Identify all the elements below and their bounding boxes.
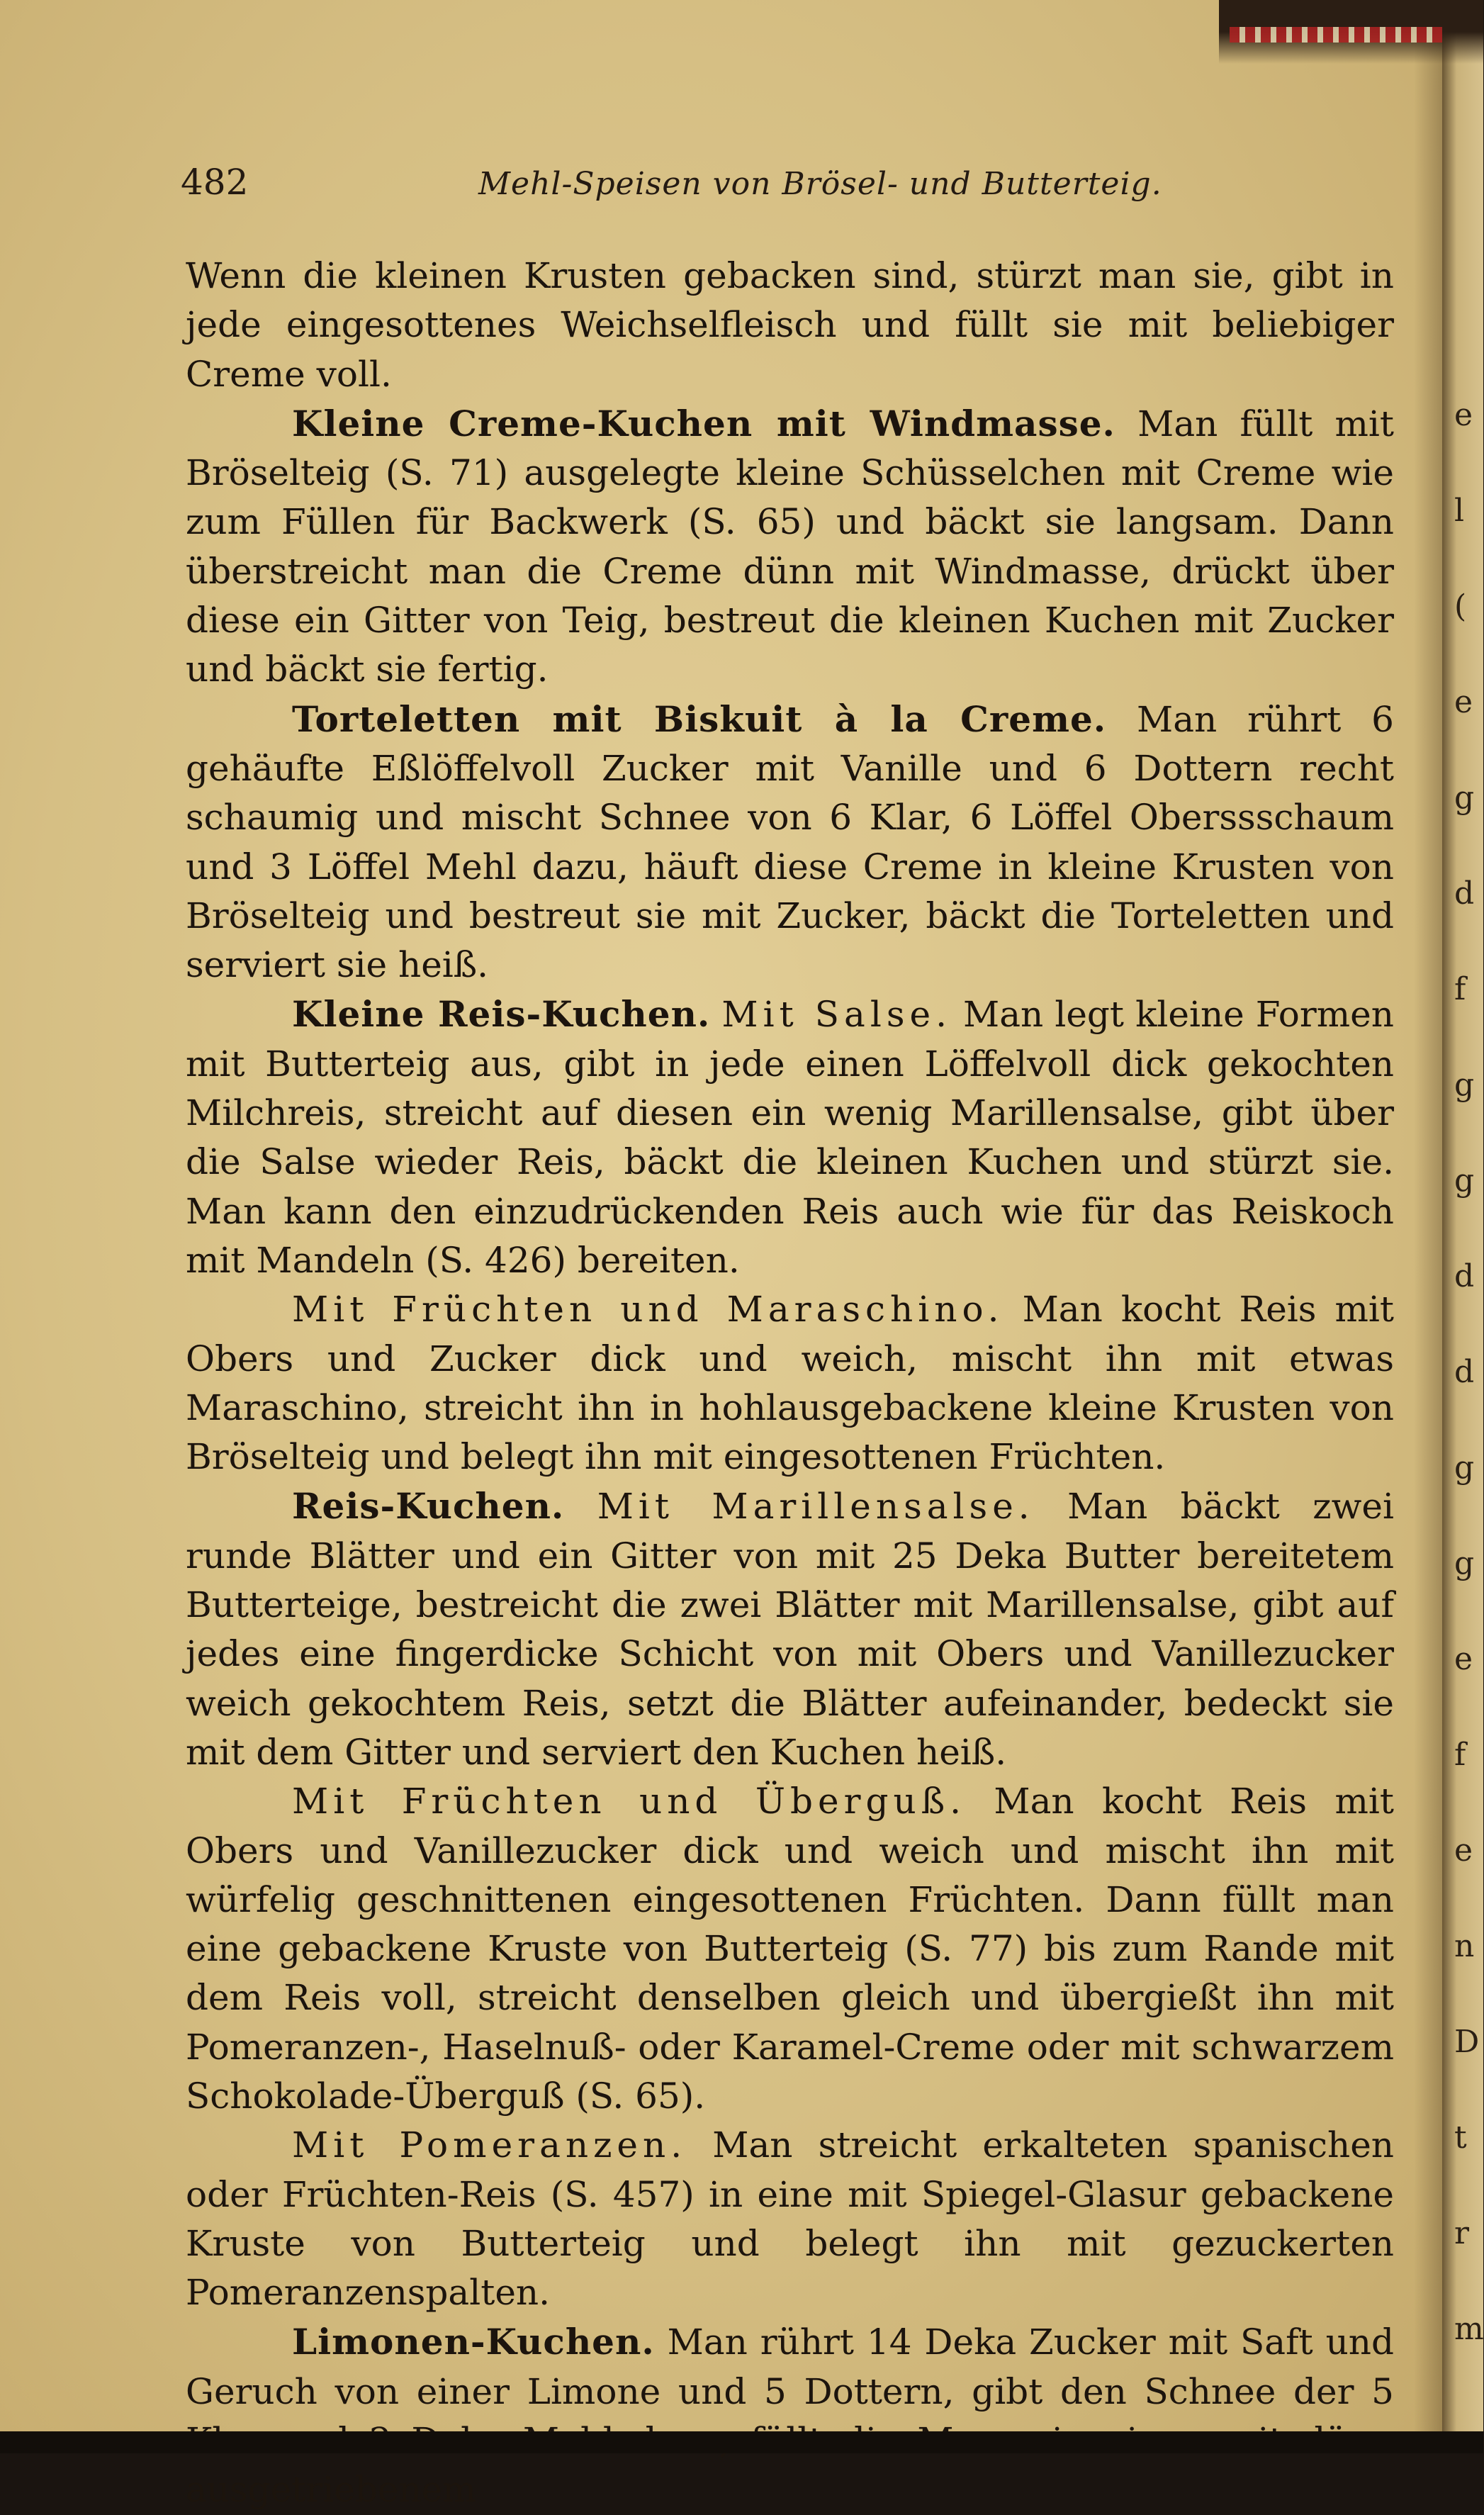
neighbor-page-fragment: e <box>1454 684 1473 720</box>
neighbor-page-fragment: e <box>1454 1832 1473 1869</box>
page-header <box>181 162 1400 211</box>
recipe-title: Limonen-Kuchen. <box>292 2321 655 2363</box>
recipe-text: Man bäckt zwei runde Blätter und ein Gitter von mit 25 Deka Butter bereitetem Butterteige, bestreicht die zwei Blätter mit Marillensalse, gibt auf jedes eine fingerdicke Schicht von mit Obers und Vanillezucker weich gekochtem Reis, setzt die Blätter aufeinander, bedeckt sie mit dem Gitter und serviert den Kuchen heiß. <box>186 1486 1394 1773</box>
recipe-text: Man rührt 6 gehäufte Eßlöffelvoll Zucker mit Vanille und 6 Dottern recht schaumig und mischt Schnee von 6 Klar, 6 Löffel Oberssschaum und 3 Löffel Mehl dazu, häuft diese Creme in kleine Krusten von Bröselteig und bestreut sie mit Zucker, bäckt die Torteletten und serviert sie heiß. <box>186 698 1394 986</box>
recipe-text: Man kocht Reis mit Obers und Zucker dick und weich, mischt ihn mit etwas Maraschino, streicht ihn in hohlausgebackene kleine Krusten von Bröselteig und belegt ihn mit eingesottenen Früchten. <box>186 1289 1394 1478</box>
recipe-variant: Mit Früchten und Maraschino. <box>292 1289 1004 1331</box>
recipe-variant: Mit Früchten und Überguß. <box>292 1781 966 1822</box>
recipe-paragraph <box>186 1285 1394 1481</box>
recipe-variant: Mit Salse. <box>721 994 952 1036</box>
neighbor-page-red-band <box>1230 27 1442 43</box>
neighbor-page-fragment: l <box>1454 493 1465 529</box>
recipe-paragraph <box>186 399 1394 695</box>
neighbor-page-fragment: ( <box>1454 588 1467 624</box>
recipe-text: Man legt kleine Formen mit Butterteig aus, gibt in jede einen Löffelvoll dick gekochten Milchreis, streicht auf diesen ein wenig Marillensalse, gibt über die Salse wieder Reis, bäckt die kleinen Kuchen und stürzt sie. Man kann den einzudrückenden Reis auch wie für das Reiskoch mit Mandeln (S. 426) bereiten. <box>186 994 1394 1281</box>
recipe-variant: Mit Pomeranzen. <box>292 2124 687 2166</box>
neighbor-page-fragment: e <box>1454 397 1473 433</box>
recipe-text: Man kocht Reis mit Obers und Vanillezucker dick und weich und mischt ihn mit würfelig geschnittenen eingesottenen Früchten. Dann füllt man eine gebackene Kruste von Butterteig (S. 77) bis zum Rande mit dem Reis voll, streicht denselben gleich und übergießt ihn mit Pomeranzen-, Haselnuß- oder Karamel-Creme oder mit schwarzem Schokolade-Überguß (S. 65). <box>186 1781 1394 2117</box>
recipe-paragraph <box>186 1481 1394 1777</box>
scan-bottom-edge <box>0 2431 1483 2453</box>
recipe-paragraph <box>186 2121 1394 2317</box>
recipe-title: Kleine Reis-Kuchen. <box>292 993 711 1036</box>
intro-paragraph: Wenn die kleinen Krusten gebacken sind, stürzt man sie, gibt in jede eingesottenes Weichselfleisch und füllt sie mit beliebiger Creme voll. <box>186 255 1394 395</box>
recipe-title: Kleine Creme-Kuchen mit Windmasse. <box>292 402 1115 444</box>
neighbor-page-fragment: g <box>1454 1163 1475 1199</box>
running-title: Mehl-Speisen von Brösel- und Butterteig. <box>478 166 1162 202</box>
neighbor-page-fragment: n <box>1454 1928 1475 1964</box>
page-body <box>186 252 1394 2515</box>
neighbor-page-fragment: d <box>1454 1354 1475 1390</box>
recipe-text: Man rührt 14 Deka Zucker mit Saft und Geruch von einer Limone und 5 Dottern, gibt den Schnee der 5 ausgetriebenem <box>186 2321 1394 2511</box>
recipe-paragraph <box>186 695 1394 990</box>
neighbor-page-fragment: e <box>1454 1641 1473 1677</box>
neighbor-page-fragment: f <box>1454 971 1466 1007</box>
neighbor-page-fragment: d <box>1454 875 1475 912</box>
neighbor-page-fragment: r <box>1454 2215 1470 2251</box>
recipe-variant: Mit Marillensalse. <box>597 1486 1035 1528</box>
recipe-paragraph <box>186 1777 1394 2121</box>
neighbor-page-fragment: t <box>1454 2119 1467 2156</box>
neighbor-page-fragment: g <box>1454 780 1475 816</box>
neighbor-page-fragment: g <box>1454 1067 1475 1103</box>
recipe-text: Man füllt mit Bröselteig (S. 71) ausgelegte kleine Schüsselchen mit Creme wie zum Füllen für Backwerk (S. 65) und bäckt sie langsam. Dann überstreicht man die Creme dünn mit Windmasse, drückt über diese ein Gitter von Teig, bestreut die kleinen Kuchen mit Zucker und bäckt sie fertig. <box>186 403 1394 690</box>
recipe-title: Torteletten mit Biskuit à la Creme. <box>292 698 1107 740</box>
page-number: 482 <box>181 162 249 203</box>
page-gutter-shadow <box>1414 0 1442 2431</box>
recipe-title: Reis-Kuchen. <box>292 1485 565 1528</box>
neighbor-page-fragment: d <box>1454 1258 1475 1294</box>
neighbor-page-edge <box>1442 0 1483 2431</box>
recipe-text: Man streicht erkalteten spanischen oder Früchten-Reis (S. 457) in eine mit Spiegel-Glasur gebackene Kruste von Butterteig und belegt ihn mit gezuckerten Pomeranzenspalten. <box>186 2124 1394 2314</box>
neighbor-page-fragment: D <box>1454 2024 1480 2060</box>
recipe-paragraph <box>186 990 1394 1285</box>
neighbor-page-fragment: g <box>1454 1545 1475 1581</box>
recipe-paragraph <box>186 2317 1394 2514</box>
neighbor-page-fragment: f <box>1454 1737 1466 1773</box>
neighbor-page-fragment: g <box>1454 1450 1475 1486</box>
neighbor-page-fragment: m <box>1454 2311 1484 2347</box>
